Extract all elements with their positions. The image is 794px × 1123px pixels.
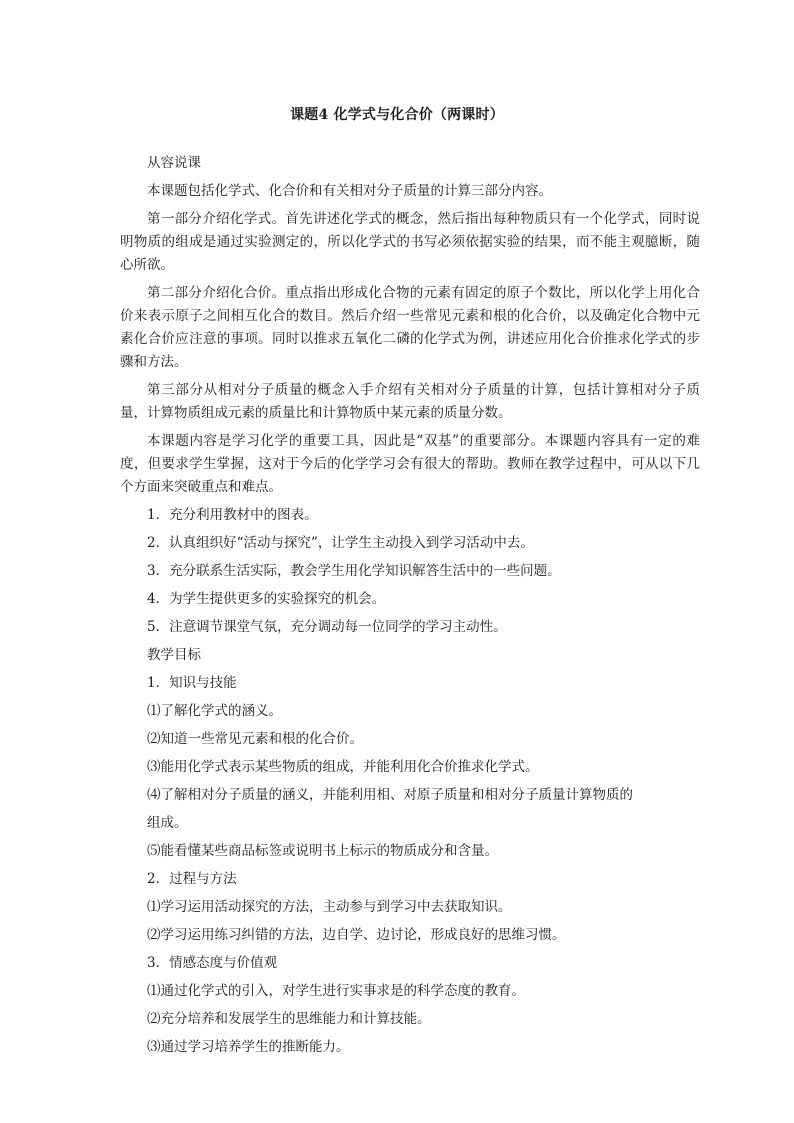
paragraph: 5．注意调节课堂气氛，充分调动每一位同学的学习主动性。 [147,619,507,635]
paragraph: ⑴了解化学式的涵义。 [147,703,282,719]
paragraph: 4．为学生提供更多的实验探究的机会。 [147,591,386,607]
document-title: 课题4 化学式与化合价（两课时） [290,107,504,123]
paragraph: 第三部分从相对分子质量的概念入手介绍有关相对分子质量的计算，包括计算相对分子质量，计算物质组成元素的质量比和计算物质中某元素的质量分数。 [120,382,700,421]
document-body [120,152,700,1064]
paragraph: ⑷了解相对分子质量的涵义，并能利用相、对原子质量和相对分子质量计算物质的 [147,787,633,803]
paragraph: ⑴通过化学式的引入，对学生进行实事求是的科学态度的教育。 [147,983,525,999]
paragraph: 组成。 [147,815,188,831]
paragraph: 第一部分介绍化学式。首先讲述化学式的概念，然后指出每种物质只有一个化学式，同时说明物质的组成是通过实验测定的，所以化学式的书写必须依据实验的结果，而不能主观臆断，随心所欲。 [120,211,700,273]
paragraph: ⑴学习运用活动探究的方法，主动参与到学习中去获取知识。 [147,899,512,915]
paragraph: ⑵知道一些常见元素和根的化合价。 [147,731,363,747]
paragraph: 1．知识与技能 [147,675,237,691]
paragraph: 本课题内容是学习化学的重要工具，因此是“双基”的重要部分。本课题内容具有一定的难度，但要求学生掌握，这对于今后的化学学习会有很大的帮助。教师在教学过程中，可从以下几个方面来突破重点和难点。 [120,433,700,495]
paragraph: 2．认真组织好“活动与探究”，让学生主动投入到学习活动中去。 [147,535,534,551]
paragraph: 3．情感态度与价值观 [147,955,278,971]
paragraph: ⑵充分培养和发展学生的思维能力和计算技能。 [147,1011,431,1027]
paragraph: ⑶能用化学式表示某些物质的组成，并能利用化合价推求化学式。 [147,759,539,775]
paragraph: 从容说课 [147,155,201,171]
paragraph: 教学目标 [147,647,201,663]
paragraph: 第二部分介绍化合价。重点指出形成化合物的元素有固定的原子个数比，所以化学上用化合价来表示原子之间相互化合的数目。然后介绍一些常见元素和根的化合价，以及确定化合物中元素化合价应注意的事项。同时以推求五氧化二磷的化学式为例，讲述应用化合价推求化学式的步骤和方法。 [120,285,700,370]
paragraph: 本课题包括化学式、化合价和有关相对分子质量的计算三部分内容。 [147,183,552,199]
paragraph: 1．充分利用教材中的图表。 [147,507,318,523]
paragraph: ⑶通过学习培养学生的推断能力。 [147,1039,350,1055]
paragraph: ⑸能看懂某些商品标签或说明书上标示的物质成分和含量。 [147,843,498,859]
paragraph: 3．充分联系生活实际，教会学生用化学知识解答生活中的一些问题。 [147,563,561,579]
paragraph: ⑵学习运用练习纠错的方法，边自学、边讨论，形成良好的思维习惯。 [147,927,566,943]
paragraph: 2．过程与方法 [147,871,237,887]
